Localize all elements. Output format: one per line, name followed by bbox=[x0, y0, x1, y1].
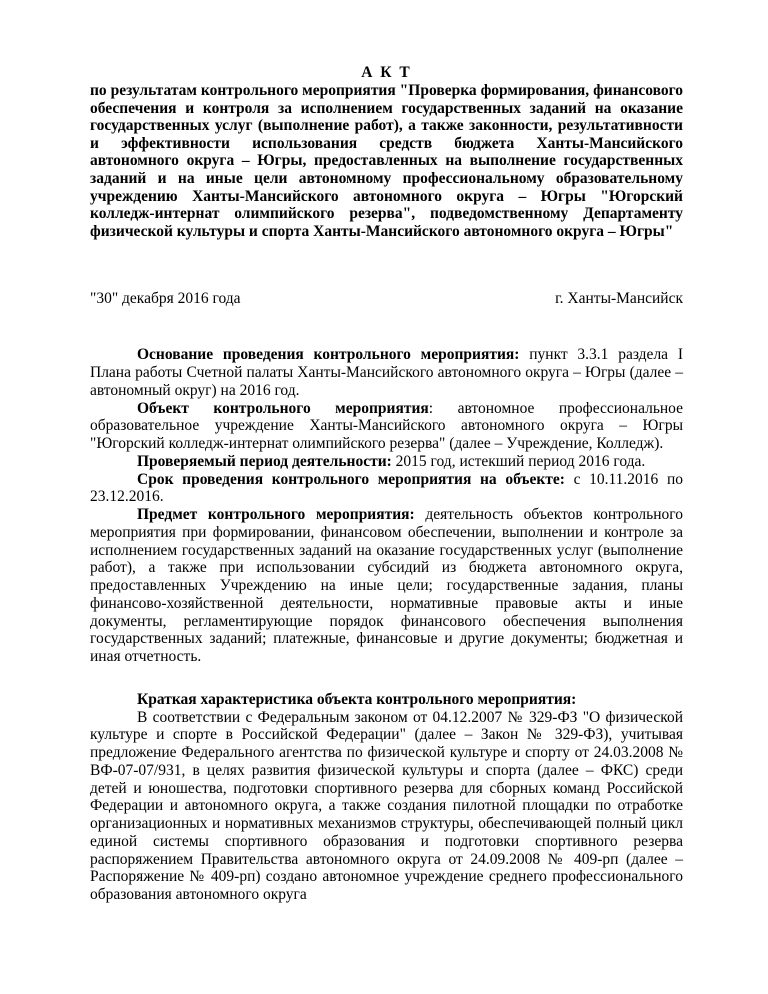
document-date: "30" декабря 2016 года bbox=[90, 290, 241, 308]
term-label: Срок проведения контрольного мероприятия на объекте: bbox=[137, 470, 565, 488]
document-subtitle: по результатам контрольного мероприятия "Проверка формирования, финансового обеспечения и контроля за исполнением государственных заданий на оказание государственных услуг (выполнение работ), а также законности, результативности и эффективности использования средств бюджета Ханты-Мансийского автономного округа – Югры, предоставленных на выполнение государственных заданий и на иные цели автономному профессиональному образовательному учреждению Ханты-Мансийского автономного округа – Югры "Югорский колледж-интернат олимпийского резерва", подведомственному Департаменту физической культуры и спорта Ханты-Мансийского автономного округа – Югры" bbox=[90, 82, 683, 240]
document-title: А К Т bbox=[361, 64, 412, 81]
object-label: Объект контрольного мероприятия bbox=[137, 399, 429, 417]
date-place-row bbox=[90, 290, 683, 308]
brief-heading: Краткая характеристика объекта контрольного мероприятия: bbox=[137, 690, 577, 708]
document-body bbox=[90, 64, 683, 904]
subject-label: Предмет контрольного мероприятия: bbox=[137, 506, 415, 524]
basis-text: пункт 3.3.1 раздела I Плана работы Счетной палаты Ханты-Мансийского автономного округа – Югры (далее – автономный округ) на 2016 год. bbox=[90, 346, 683, 399]
basis-paragraph bbox=[90, 346, 683, 399]
object-paragraph bbox=[90, 400, 683, 453]
object-text: : автономное профессиональное образовательное учреждение Ханты-Мансийского автономного округа – Югры "Югорский колледж-интернат олимпийского резерва" (далее – Учреждение, Колледж). bbox=[90, 399, 683, 453]
document-place: г. Ханты-Мансийск bbox=[555, 290, 683, 308]
brief-paragraph: В соответствии с Федеральным законом от 04.12.2007 № 329-ФЗ "О физической культуре и спорте в Российской Федерации" (далее – Закон № 329-ФЗ), учитывая предложение Федерального агентства по физической культуре и спорту от 24.03.2008 № ВФ-07-07/931, в целях развития физической культуры и спорта (далее – ФКС) среди детей и юношества, подготовки спортивного резерва для сборных команд Российской Федерации и автономного округа, а также создания пилотной площадки по отработке организационных и нормативных механизмов структуры, обеспечивающей полный цикл единой системы спортивного образования и подготовки спортивного резерва распоряжением Правительства автономного округа от 24.09.2008 № 409-рп (далее – Распоряжение № 409-рп) создано автономное учреждение среднего профессионального образования автономного округа bbox=[90, 708, 683, 904]
basis-label: Основание проведения контрольного мероприятия: bbox=[137, 346, 520, 364]
period-text: 2015 год, истекший период 2016 года. bbox=[391, 452, 646, 470]
subject-text: деятельность объектов контрольного мероприятия при формировании, финансовом обеспечении, выполнении и контроле за исполнением государственных заданий на оказание государственных услуг (выполнение работ), а также при использовании субсидий из бюджета автономного округа, предоставленных Учреждению на иные цели; государственные задания, планы финансово-хозяйственной деятельности, нормативные правовые акты и иные документы, регламентирующие порядок финансового обеспечения выполнения государственных заданий; платежные, финансовые и другие документы; бюджетная и иная отчетность. bbox=[90, 506, 683, 666]
term-text: с 10.11.2016 по 23.12.2016. bbox=[90, 470, 683, 506]
subject-paragraph bbox=[90, 506, 683, 666]
period-label: Проверяемый период деятельности: bbox=[137, 452, 392, 470]
period-paragraph bbox=[90, 453, 683, 471]
term-paragraph bbox=[90, 471, 683, 507]
